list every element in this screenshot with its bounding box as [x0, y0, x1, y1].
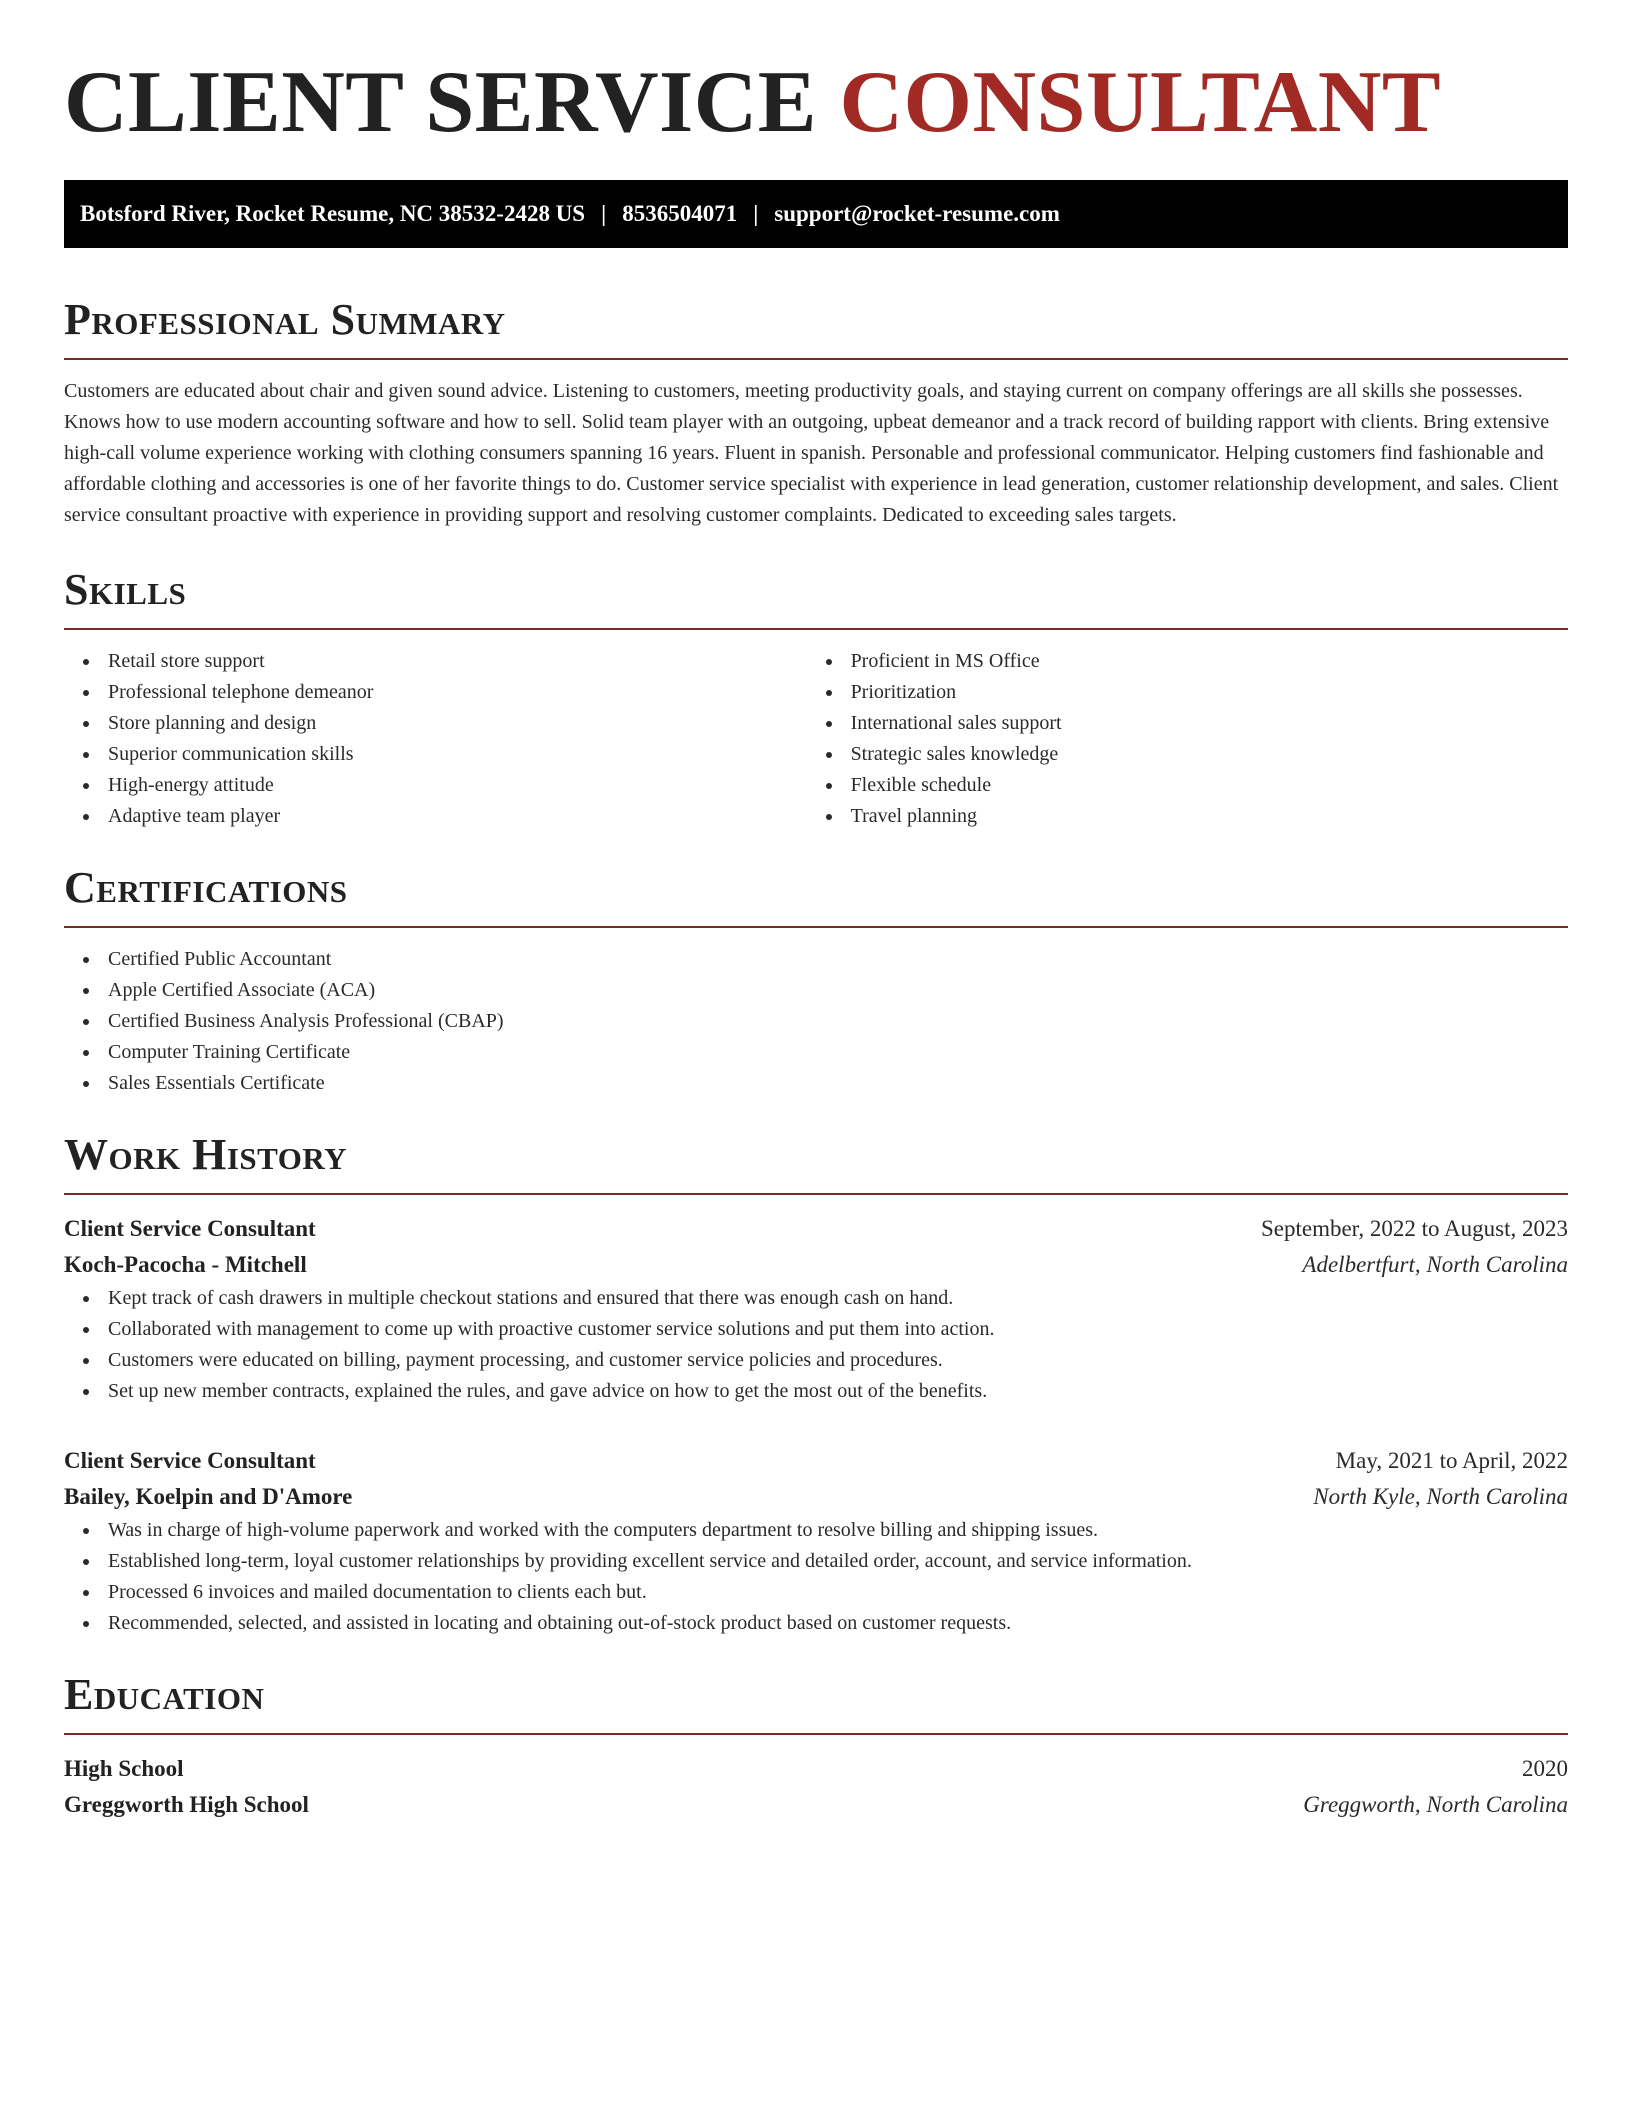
job-dates: September, 2022 to August, 2023 — [1260, 1216, 1568, 1241]
job-title: Client Service Consultant — [64, 1448, 316, 1473]
title-last-part: CONSULTANT — [839, 54, 1442, 151]
summary-heading: Professional Summary — [64, 295, 506, 344]
resume-title — [64, 52, 1568, 154]
section-divider — [64, 628, 1568, 630]
job-bullet: Set up new member contracts, explained the rules, and gave advice on how to get the most out of the benefits. — [108, 1376, 1568, 1407]
job-header-row — [64, 1211, 1568, 1247]
job-bullet: Established long-term, loyal customer relationships by providing excellent service and detailed order, account, and service information. — [108, 1546, 1568, 1577]
contact-separator: | — [753, 201, 759, 226]
work-history-heading: Work History — [64, 1130, 348, 1179]
skill-item: Professional telephone demeanor — [108, 677, 807, 708]
job-header-row — [64, 1443, 1568, 1479]
title-first-part: CLIENT SERVICE — [64, 54, 817, 151]
certifications-section — [64, 862, 1568, 1099]
education-heading: Education — [64, 1670, 265, 1719]
job-bullet: Customers were educated on billing, payment processing, and customer service policies and procedures. — [108, 1345, 1568, 1376]
certification-item: Certified Public Accountant — [108, 944, 1568, 975]
job-bullets — [64, 1283, 1568, 1407]
section-divider — [64, 358, 1568, 360]
skill-item: High-energy attitude — [108, 770, 807, 801]
contact-separator: | — [601, 201, 607, 226]
certification-item: Certified Business Analysis Professional (CBAP) — [108, 1006, 1568, 1037]
certification-item: Computer Training Certificate — [108, 1037, 1568, 1068]
job-bullet: Was in charge of high-volume paperwork and worked with the computers department to resolve billing and shipping issues. — [108, 1515, 1568, 1546]
section-divider — [64, 1193, 1568, 1195]
section-divider — [64, 926, 1568, 928]
contact-address: Botsford River, Rocket Resume, NC 38532-2428 US — [80, 201, 586, 226]
education-degree: High School — [64, 1756, 184, 1781]
skill-item: Strategic sales knowledge — [851, 739, 1568, 770]
skill-item: Superior communication skills — [108, 739, 807, 770]
skills-list-left — [64, 646, 807, 832]
skill-item: Store planning and design — [108, 708, 807, 739]
skill-item: Adaptive team player — [108, 801, 807, 832]
skills-section — [64, 564, 1568, 832]
certifications-list — [64, 944, 1568, 1099]
skill-item: Retail store support — [108, 646, 807, 677]
summary-text: Customers are educated about chair and given sound advice. Listening to customers, meeting productivity goals, and staying current on company offerings are all skills she possesses. Knows how to use modern accounting software and how to sell. Solid team player with an outgoing, upbeat demeanor and a track record of building rapport with clients. Bring extensive high-call volume experience working with clothing consumers spanning 16 years. Fluent in spanish. Personable and professional communicator. Helping customers find fashionable and affordable clothing and accessories is one of her favorite things to do. Customer service specialist with experience in lead generation, customer relationship development, and sales. Client service consultant proactive with experience in providing support and resolving customer complaints. Dedicated to exceeding sales targets. — [64, 380, 1559, 526]
job-dates: May, 2021 to April, 2022 — [1335, 1448, 1568, 1473]
certification-item: Sales Essentials Certificate — [108, 1068, 1568, 1099]
work-history-section — [64, 1129, 1568, 1639]
certifications-heading: Certifications — [64, 863, 348, 912]
job-location: Adelbertfurt, North Carolina — [1302, 1252, 1568, 1277]
skill-item: Prioritization — [851, 677, 1568, 708]
job-company: Koch-Pacocha - Mitchell — [64, 1252, 307, 1277]
education-school-row — [64, 1787, 1568, 1823]
job-location: North Kyle, North Carolina — [1313, 1484, 1568, 1509]
contact-email: support@rocket-resume.com — [774, 201, 1060, 226]
education-section — [64, 1669, 1568, 1823]
skills-grid — [64, 646, 1568, 832]
skill-item: Proficient in MS Office — [851, 646, 1568, 677]
job-company: Bailey, Koelpin and D'Amore — [64, 1484, 353, 1509]
job-title: Client Service Consultant — [64, 1216, 316, 1241]
education-school: Greggworth High School — [64, 1792, 309, 1817]
job-bullet: Processed 6 invoices and mailed documentation to clients each but. — [108, 1577, 1568, 1608]
contact-phone: 8536504071 — [622, 201, 738, 226]
section-divider — [64, 1733, 1568, 1735]
skills-list-right — [807, 646, 1568, 832]
job-company-row — [64, 1479, 1568, 1515]
education-entry — [64, 1751, 1568, 1823]
job-company-row — [64, 1247, 1568, 1283]
skill-item: Travel planning — [851, 801, 1568, 832]
skill-item: International sales support — [851, 708, 1568, 739]
summary-section — [64, 294, 1568, 531]
job-entry — [64, 1443, 1568, 1639]
job-entry — [64, 1211, 1568, 1407]
contact-bar — [64, 180, 1568, 248]
job-bullet: Recommended, selected, and assisted in locating and obtaining out-of-stock product based on customer requests. — [108, 1608, 1568, 1639]
job-bullets — [64, 1515, 1568, 1639]
skills-heading: Skills — [64, 565, 187, 614]
education-location: Greggworth, North Carolina — [1303, 1792, 1568, 1817]
education-year: 2020 — [1522, 1756, 1568, 1781]
certification-item: Apple Certified Associate (ACA) — [108, 975, 1568, 1006]
job-bullet: Collaborated with management to come up with proactive customer service solutions and put them into action. — [108, 1314, 1568, 1345]
education-header-row — [64, 1751, 1568, 1787]
skill-item: Flexible schedule — [851, 770, 1568, 801]
job-bullet: Kept track of cash drawers in multiple checkout stations and ensured that there was enough cash on hand. — [108, 1283, 1568, 1314]
